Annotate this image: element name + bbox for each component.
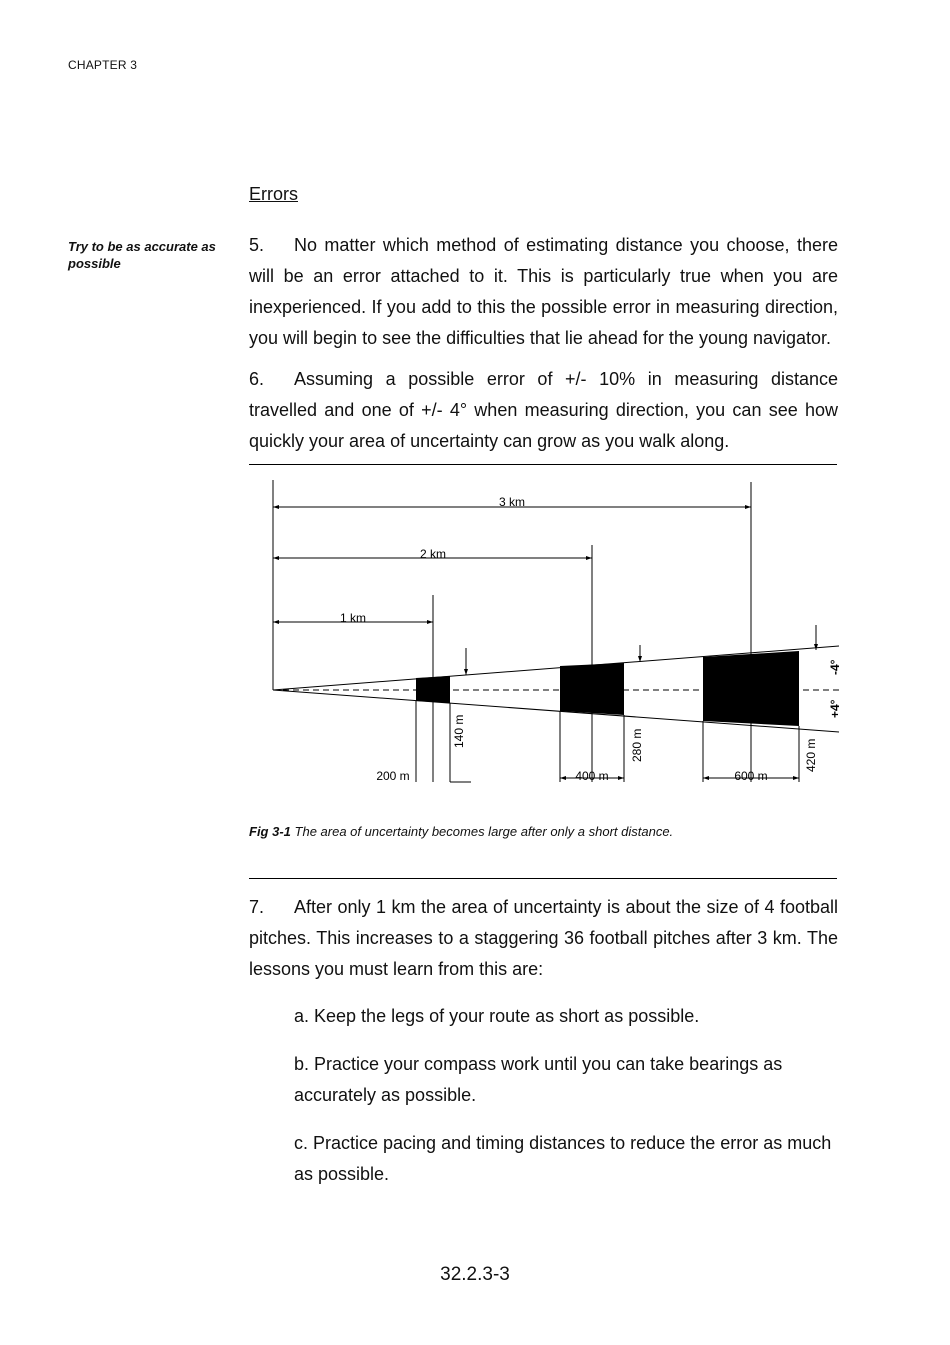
caption-text: The area of uncertainty becomes large after only a short distance. [290, 824, 674, 839]
label-280m: 280 m [630, 728, 644, 762]
paragraph-text: No matter which method of estimating distance you choose, there will be an error attached to it. This is particularly true when you are inexperienced. If you add to this the possible error in measuring direction, you will begin to see the difficulties that lie ahead for the young navigator. [249, 235, 838, 348]
uncertainty-area-2km [560, 663, 624, 715]
label-2km: 2 km [419, 547, 447, 561]
figure-top-rule [249, 464, 837, 465]
caption-label: Fig 3-1 [249, 824, 291, 839]
paragraph-5 [249, 230, 838, 354]
paragraph-number: 5. [249, 235, 265, 255]
lesson-item-c: c. Practice pacing and timing distances to reduce the error as much as possible. [294, 1133, 832, 1184]
label-minus-4-degrees: -4° [828, 659, 842, 675]
page-number: 32.2.3-3 [440, 1264, 510, 1285]
paragraph-number: 7. [249, 897, 265, 917]
chapter-header: CHAPTER 3 [68, 58, 138, 72]
lesson-item-a: a. Keep the legs of your route as short as possible. [294, 1006, 700, 1026]
paragraph-text: Assuming a possible error of +/- 10% in measuring distance travelled and one of +/- 4° when measuring direction, you can see how quickly your area of uncertainty can grow as you walk along. [249, 369, 838, 451]
uncertainty-area-1km [416, 676, 450, 703]
paragraph-7 [249, 892, 838, 985]
label-420m: 420 m [804, 738, 818, 772]
paragraph-6 [249, 364, 838, 457]
label-400m: 400 m [575, 769, 609, 783]
label-plus-4-degrees: +4° [828, 699, 842, 718]
label-3km: 3 km [498, 495, 526, 509]
uncertainty-diagram [249, 470, 849, 800]
figure-caption [249, 824, 673, 839]
label-200m: 200 m [376, 769, 410, 783]
label-600m: 600 m [734, 769, 768, 783]
section-heading: Errors [249, 184, 298, 204]
label-140m: 140 m [452, 714, 466, 748]
margin-note: Try to be as accurate as possible [68, 239, 216, 271]
paragraph-text: After only 1 km the area of uncertainty is about the size of 4 football pitches. This increases to a staggering 36 football pitches after 3 km. The lessons you must learn from this are: [249, 897, 838, 979]
uncertainty-area-3km [703, 651, 799, 726]
lesson-item-b: b. Practice your compass work until you can take bearings as accurately as possible. [294, 1054, 783, 1105]
figure-bottom-rule [249, 878, 837, 879]
label-1km: 1 km [339, 611, 367, 625]
paragraph-number: 6. [249, 369, 265, 389]
